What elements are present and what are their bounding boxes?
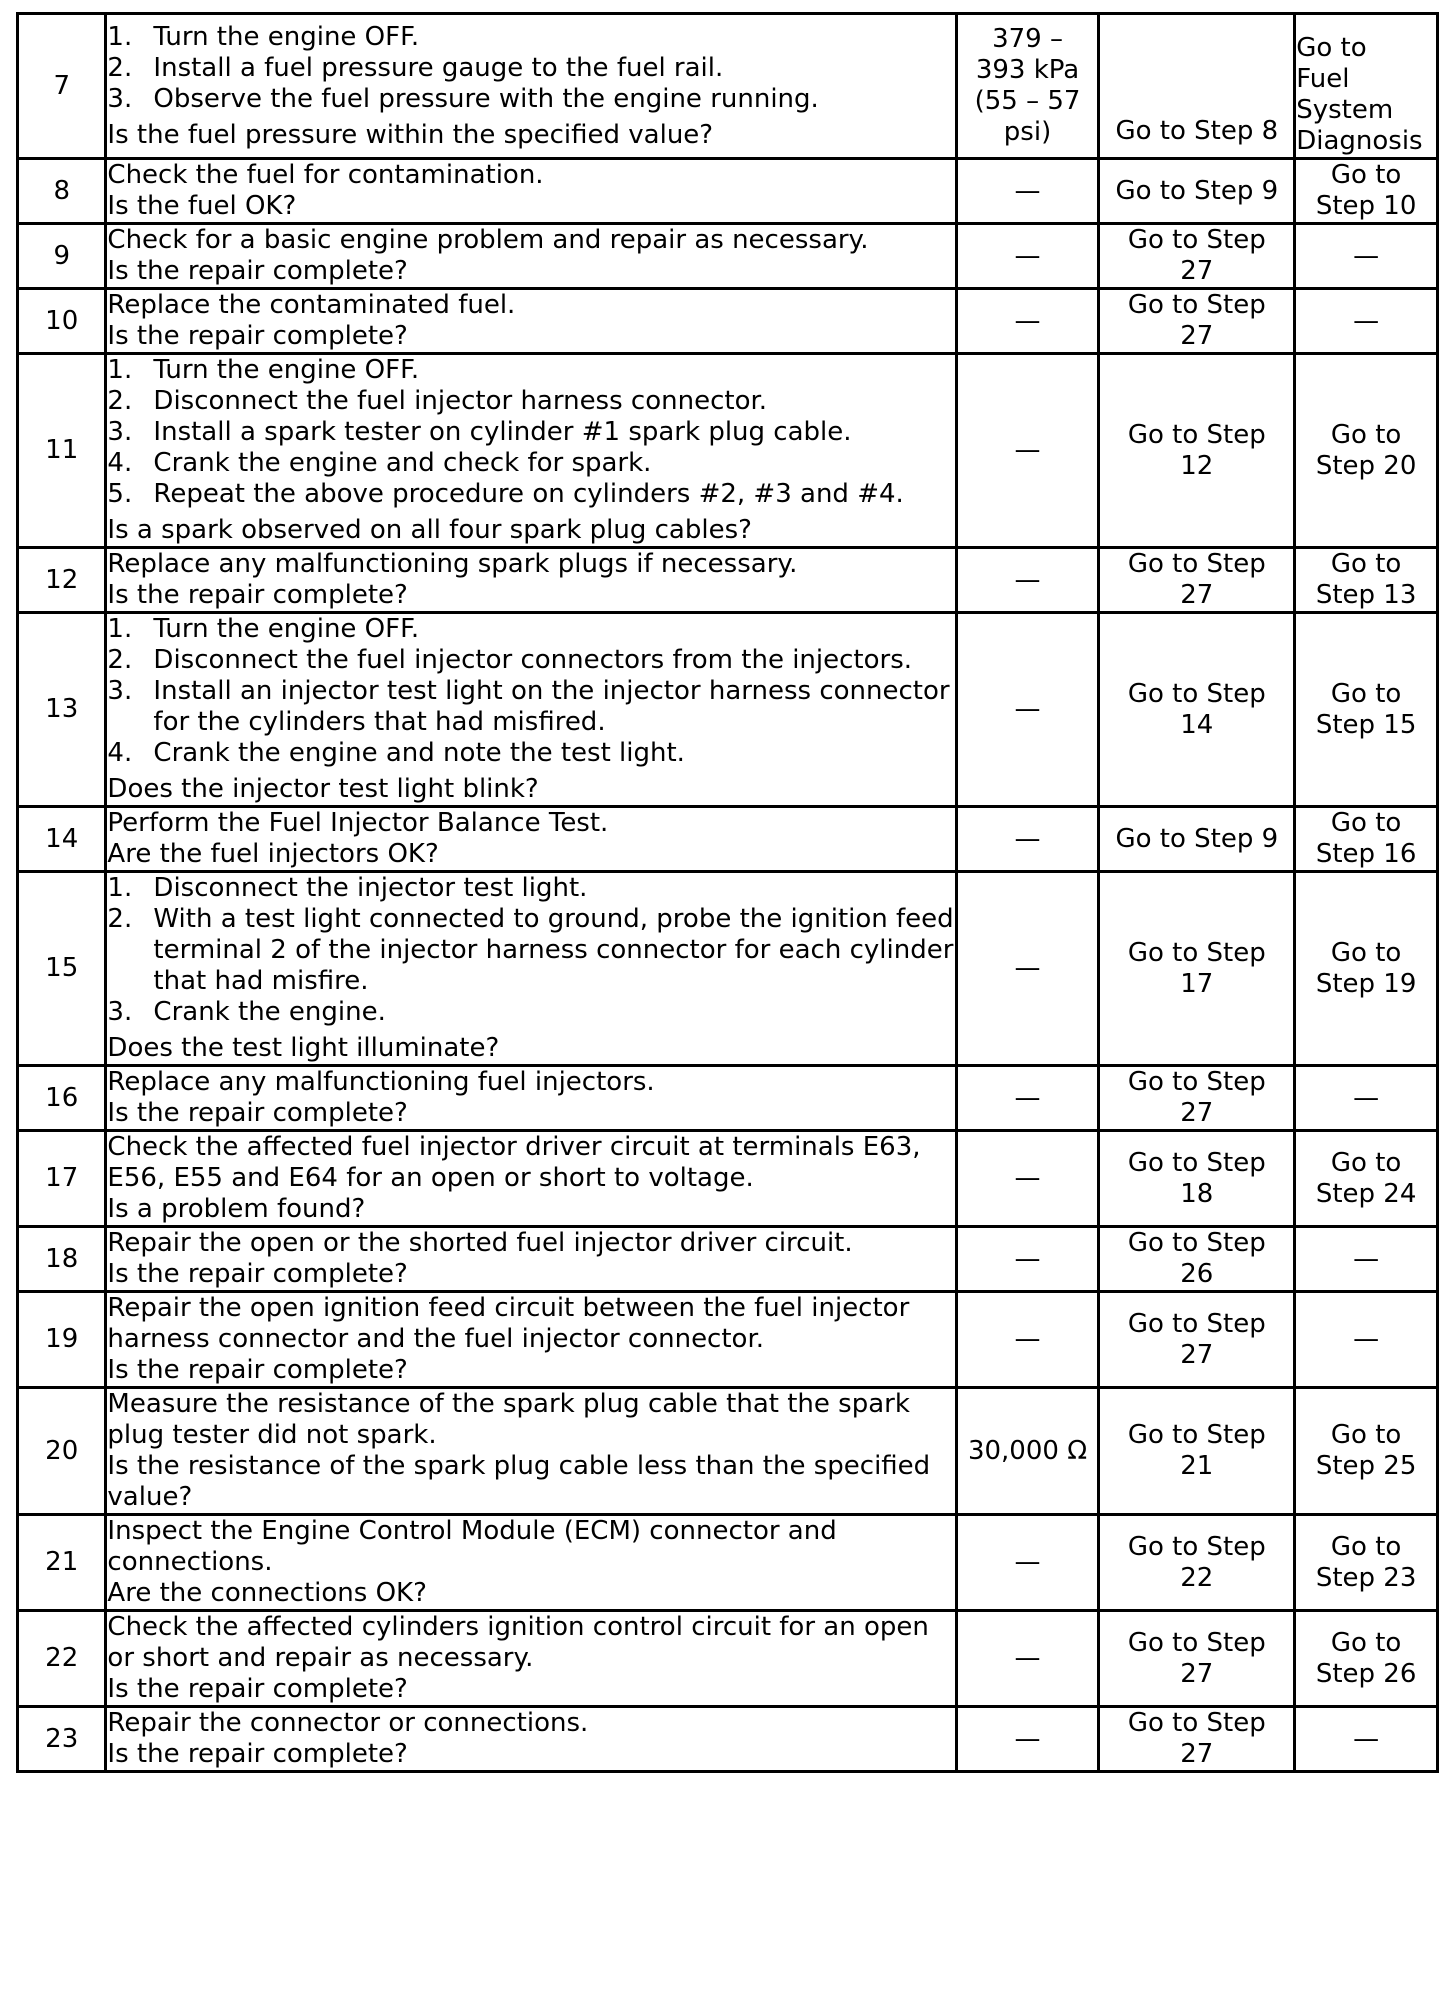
step-number-cell <box>18 224 106 289</box>
action-item-text: Disconnect the injector test light. <box>153 873 588 903</box>
yes-text: 27 <box>1180 1739 1214 1769</box>
no-text: Go to <box>1330 1147 1402 1178</box>
step-number: 8 <box>53 175 70 206</box>
value-text: — <box>1014 1643 1041 1673</box>
step-number: 17 <box>45 1163 79 1193</box>
action-item-text: Turn the engine OFF. <box>153 355 420 385</box>
yes-text: Go to Step <box>1127 1420 1266 1450</box>
yes-cell <box>1099 613 1295 807</box>
no-text: — <box>1353 240 1380 271</box>
table-row <box>18 14 1438 159</box>
action-item-text: Repeat the above procedure on cylinders #2, #3 and #4. <box>153 479 904 509</box>
no-cell <box>1295 807 1438 872</box>
step-number: 19 <box>45 1324 79 1354</box>
yes-text: Go to Step 9 <box>1115 175 1279 206</box>
step-number-cell <box>18 1131 106 1227</box>
value-text: — <box>1014 1547 1041 1577</box>
action-item-text: With a test light connected to ground, probe the ignition feed terminal 2 of the injector harness connector for each cylinder that had misfire. <box>153 904 954 996</box>
no-text: Step 10 <box>1315 191 1417 221</box>
diagnostic-table <box>16 12 1439 1773</box>
value-cell <box>956 1611 1099 1707</box>
value-text: psi) <box>1003 117 1052 147</box>
action-item-number: 1. <box>107 355 133 385</box>
yes-text: Go to Step <box>1127 1067 1266 1097</box>
yes-cell <box>1099 289 1295 354</box>
yes-cell <box>1099 1131 1295 1227</box>
action-cell <box>106 1227 956 1292</box>
yes-text: Go to Step <box>1127 937 1266 968</box>
action-text: Is the resistance of the spark plug cable less than the specified value? <box>107 1451 931 1512</box>
action-text: Is the repair complete? <box>107 321 408 351</box>
yes-cell <box>1099 354 1295 548</box>
no-text: Step 24 <box>1315 1178 1417 1209</box>
step-number: 10 <box>45 305 79 336</box>
step-number-cell <box>18 548 106 613</box>
value-text: — <box>1014 305 1041 336</box>
action-text: Is the repair complete? <box>107 1739 408 1769</box>
value-cell <box>956 1388 1099 1515</box>
yes-text: 27 <box>1180 1098 1214 1128</box>
table-row <box>18 159 1438 224</box>
action-list-item <box>107 448 954 479</box>
no-text: — <box>1353 1243 1380 1274</box>
action-item-text: Disconnect the fuel injector connectors from the injectors. <box>153 645 913 675</box>
value-cell <box>956 807 1099 872</box>
action-list-item <box>107 53 954 84</box>
no-text: Go to <box>1330 1627 1402 1658</box>
step-number-cell <box>18 1066 106 1131</box>
yes-text: 27 <box>1180 256 1214 286</box>
action-text: Is the repair complete? <box>107 1355 408 1385</box>
no-text: System <box>1296 95 1394 125</box>
value-cell <box>956 613 1099 807</box>
value-cell <box>956 1292 1099 1388</box>
action-cell <box>106 872 956 1066</box>
table-row <box>18 1227 1438 1292</box>
yes-cell <box>1099 1388 1295 1515</box>
yes-text: Go to Step 8 <box>1115 116 1279 146</box>
no-cell <box>1295 872 1438 1066</box>
action-item-text: Crank the engine and note the test light. <box>153 738 685 768</box>
no-text: Step 13 <box>1315 580 1417 610</box>
action-text: Repair the open or the shorted fuel injector driver circuit. <box>107 1228 853 1258</box>
action-item-number: 1. <box>107 21 133 52</box>
action-text: Is the repair complete? <box>107 580 408 610</box>
action-text: Perform the Fuel Injector Balance Test. <box>107 808 609 838</box>
action-text: Are the fuel injectors OK? <box>107 839 439 869</box>
action-item-text: Install a fuel pressure gauge to the fuel rail. <box>153 52 724 83</box>
value-text: — <box>1014 1163 1041 1193</box>
yes-text: 27 <box>1180 580 1214 610</box>
no-text: Step 26 <box>1315 1658 1417 1689</box>
no-text: Go to <box>1330 160 1402 190</box>
yes-text: 18 <box>1180 1178 1214 1209</box>
action-text: Check for a basic engine problem and repair as necessary. <box>107 225 869 255</box>
no-cell <box>1295 1515 1438 1611</box>
yes-cell <box>1099 1292 1295 1388</box>
table-row <box>18 289 1438 354</box>
no-text: Go to <box>1330 419 1402 450</box>
no-cell <box>1295 1066 1438 1131</box>
action-cell <box>106 1131 956 1227</box>
action-item-number: 3. <box>107 83 133 114</box>
action-text: Check the affected cylinders ignition control circuit for an open or short and repair as necessary. <box>107 1612 929 1673</box>
yes-text: 26 <box>1180 1259 1214 1289</box>
no-text: Go to <box>1330 1420 1402 1450</box>
no-text: Go to <box>1296 33 1367 63</box>
no-text: Go to <box>1330 549 1402 579</box>
table-row <box>18 1707 1438 1772</box>
action-list-item <box>107 873 954 904</box>
value-text: — <box>1014 240 1041 271</box>
action-text: Check the fuel for contamination. <box>107 160 544 190</box>
step-number: 11 <box>45 435 79 465</box>
step-number-cell <box>18 1707 106 1772</box>
value-text: — <box>1014 1082 1041 1113</box>
table-row <box>18 1611 1438 1707</box>
no-text: — <box>1353 1324 1380 1354</box>
yes-text: Go to Step <box>1127 419 1266 450</box>
action-cell <box>106 1066 956 1131</box>
table-body <box>18 14 1438 1772</box>
action-item-number: 4. <box>107 448 133 478</box>
action-cell <box>106 613 956 807</box>
value-cell <box>956 354 1099 548</box>
action-item-number: 1. <box>107 873 133 903</box>
no-text: Step 23 <box>1315 1562 1417 1593</box>
action-list-item <box>107 417 954 448</box>
yes-text: Go to Step <box>1127 225 1266 255</box>
yes-cell <box>1099 159 1295 224</box>
action-item-number: 2. <box>107 386 133 416</box>
table-row <box>18 224 1438 289</box>
step-number-cell <box>18 613 106 807</box>
action-item-text: Observe the fuel pressure with the engine running. <box>153 83 819 114</box>
yes-cell <box>1099 1227 1295 1292</box>
value-text: 379 – <box>992 24 1063 54</box>
action-text: Replace any malfunctioning fuel injectors. <box>107 1067 655 1097</box>
action-item-number: 2. <box>107 52 133 83</box>
value-text: — <box>1014 1243 1041 1274</box>
table-row <box>18 1292 1438 1388</box>
value-text: (55 – 57 <box>974 86 1081 116</box>
no-text: — <box>1353 1723 1380 1754</box>
action-item-text: Crank the engine and check for spark. <box>153 448 652 478</box>
value-cell <box>956 1707 1099 1772</box>
value-text: — <box>1014 1324 1041 1354</box>
no-text: Go to <box>1330 937 1402 968</box>
action-cell <box>106 1707 956 1772</box>
action-text: Is a problem found? <box>107 1194 366 1224</box>
no-text: — <box>1353 1082 1380 1113</box>
yes-text: Go to Step <box>1127 678 1266 709</box>
table-row <box>18 1515 1438 1611</box>
action-cell <box>106 354 956 548</box>
step-number: 14 <box>45 823 79 854</box>
no-text: Step 20 <box>1315 450 1417 481</box>
step-number-cell <box>18 14 106 159</box>
yes-text: 27 <box>1180 1339 1214 1370</box>
action-list-item <box>107 614 954 645</box>
table-row <box>18 1066 1438 1131</box>
action-text: Does the injector test light blink? <box>107 774 539 804</box>
step-number-cell <box>18 807 106 872</box>
no-text: — <box>1353 305 1380 336</box>
action-list-item <box>107 676 954 738</box>
table-row <box>18 613 1438 807</box>
step-number-cell <box>18 1611 106 1707</box>
action-item-number: 3. <box>107 997 133 1027</box>
no-text: Go to <box>1330 1531 1402 1562</box>
value-cell <box>956 1515 1099 1611</box>
yes-text: Go to Step <box>1127 1147 1266 1178</box>
yes-cell <box>1099 1611 1295 1707</box>
value-cell <box>956 548 1099 613</box>
action-text: Are the connections OK? <box>107 1578 427 1608</box>
value-text: — <box>1014 564 1041 595</box>
action-text: Is the fuel OK? <box>107 191 297 221</box>
value-text: 393 kPa <box>975 55 1080 85</box>
action-list-item <box>107 645 954 676</box>
action-cell <box>106 1388 956 1515</box>
action-text: Does the test light illuminate? <box>107 1033 500 1063</box>
action-text: Repair the open ignition feed circuit between the fuel injector harness connector and the fuel injector connector. <box>107 1293 910 1354</box>
action-text: Is the repair complete? <box>107 1674 408 1704</box>
yes-text: Go to Step <box>1127 290 1266 320</box>
action-cell <box>106 807 956 872</box>
yes-text: 12 <box>1180 450 1214 481</box>
no-text: Step 15 <box>1315 709 1417 740</box>
value-text: — <box>1014 175 1041 206</box>
no-text: Step 25 <box>1315 1451 1417 1481</box>
step-number: 20 <box>45 1435 79 1466</box>
yes-text: 14 <box>1180 709 1214 740</box>
no-cell <box>1295 1227 1438 1292</box>
value-cell <box>956 14 1099 159</box>
no-text: Step 16 <box>1315 839 1417 869</box>
step-number-cell <box>18 159 106 224</box>
yes-text: 27 <box>1180 321 1214 351</box>
action-item-number: 1. <box>107 614 133 644</box>
action-list-item <box>107 386 954 417</box>
step-number: 16 <box>45 1082 79 1113</box>
action-item-number: 3. <box>107 676 133 706</box>
value-cell <box>956 224 1099 289</box>
no-cell <box>1295 1707 1438 1772</box>
action-text: Is the fuel pressure within the specified value? <box>107 119 714 150</box>
step-number-cell <box>18 1292 106 1388</box>
action-text: Is the repair complete? <box>107 1259 408 1289</box>
value-text: — <box>1014 953 1041 983</box>
step-number: 18 <box>45 1243 79 1274</box>
no-text: Fuel <box>1296 64 1350 94</box>
action-item-text: Crank the engine. <box>153 997 386 1027</box>
yes-cell <box>1099 807 1295 872</box>
action-text: Replace the contaminated fuel. <box>107 290 516 320</box>
no-text: Go to <box>1330 678 1402 709</box>
table-row <box>18 807 1438 872</box>
action-list-item <box>107 355 954 386</box>
action-list-item <box>107 997 954 1028</box>
action-item-number: 2. <box>107 904 133 934</box>
action-cell <box>106 224 956 289</box>
action-list-item <box>107 738 954 769</box>
value-text: — <box>1014 823 1041 854</box>
no-text: Go to <box>1330 808 1402 838</box>
step-number: 15 <box>45 953 79 983</box>
step-number: 22 <box>45 1643 79 1673</box>
no-cell <box>1295 289 1438 354</box>
action-item-text: Install a spark tester on cylinder #1 spark plug cable. <box>153 417 852 447</box>
yes-text: 22 <box>1180 1562 1214 1593</box>
yes-cell <box>1099 1707 1295 1772</box>
action-cell <box>106 1611 956 1707</box>
action-item-number: 3. <box>107 417 133 447</box>
step-number-cell <box>18 289 106 354</box>
table-row <box>18 1388 1438 1515</box>
value-text: — <box>1014 694 1041 724</box>
no-cell <box>1295 14 1438 159</box>
yes-cell <box>1099 1066 1295 1131</box>
yes-text: Go to Step <box>1127 1708 1266 1738</box>
step-number-cell <box>18 1227 106 1292</box>
yes-text: Go to Step <box>1127 1308 1266 1339</box>
no-text: Step 19 <box>1315 968 1417 999</box>
yes-cell <box>1099 548 1295 613</box>
no-cell <box>1295 1131 1438 1227</box>
value-cell <box>956 159 1099 224</box>
action-item-number: 5. <box>107 479 133 509</box>
yes-text: 21 <box>1180 1451 1214 1481</box>
step-number: 7 <box>53 70 70 101</box>
action-item-text: Turn the engine OFF. <box>153 21 420 52</box>
no-cell <box>1295 159 1438 224</box>
action-text: Inspect the Engine Control Module (ECM) connector and connections. <box>107 1516 837 1577</box>
action-text: Replace any malfunctioning spark plugs if necessary. <box>107 549 798 579</box>
action-cell <box>106 548 956 613</box>
no-cell <box>1295 613 1438 807</box>
step-number-cell <box>18 1388 106 1515</box>
yes-text: Go to Step 9 <box>1115 823 1279 854</box>
action-cell <box>106 1292 956 1388</box>
action-cell <box>106 159 956 224</box>
step-number: 13 <box>45 694 79 724</box>
no-cell <box>1295 224 1438 289</box>
yes-text: Go to Step <box>1127 1627 1266 1658</box>
step-number: 21 <box>45 1547 79 1577</box>
yes-cell <box>1099 872 1295 1066</box>
step-number-cell <box>18 354 106 548</box>
action-list-item <box>107 84 954 115</box>
yes-text: 27 <box>1180 1658 1214 1689</box>
no-cell <box>1295 1611 1438 1707</box>
yes-text: 17 <box>1180 968 1214 999</box>
action-item-text: Turn the engine OFF. <box>153 614 420 644</box>
action-text: Is the repair complete? <box>107 1098 408 1128</box>
step-number-cell <box>18 872 106 1066</box>
action-text: Is a spark observed on all four spark plug cables? <box>107 515 752 545</box>
action-cell <box>106 14 956 159</box>
action-list-item <box>107 479 954 510</box>
value-cell <box>956 1066 1099 1131</box>
value-text: 30,000 Ω <box>967 1435 1088 1466</box>
no-cell <box>1295 1388 1438 1515</box>
action-cell <box>106 289 956 354</box>
action-list-item <box>107 904 954 997</box>
yes-cell <box>1099 14 1295 159</box>
yes-cell <box>1099 1515 1295 1611</box>
action-text: Repair the connector or connections. <box>107 1708 589 1738</box>
action-item-number: 2. <box>107 645 133 675</box>
value-cell <box>956 289 1099 354</box>
yes-cell <box>1099 224 1295 289</box>
step-number-cell <box>18 1515 106 1611</box>
action-item-text: Disconnect the fuel injector harness connector. <box>153 386 768 416</box>
value-cell <box>956 872 1099 1066</box>
no-cell <box>1295 354 1438 548</box>
value-cell <box>956 1131 1099 1227</box>
action-cell <box>106 1515 956 1611</box>
table-row <box>18 548 1438 613</box>
table-row <box>18 354 1438 548</box>
action-text: Check the affected fuel injector driver circuit at terminals E63, E56, E55 and E64 for an open or short to voltage. <box>107 1132 921 1193</box>
value-text: — <box>1014 435 1041 465</box>
step-number: 23 <box>45 1723 79 1754</box>
table-row <box>18 1131 1438 1227</box>
action-text: Is the repair complete? <box>107 256 408 286</box>
yes-text: Go to Step <box>1127 1531 1266 1562</box>
no-cell <box>1295 1292 1438 1388</box>
action-item-number: 4. <box>107 738 133 768</box>
table-row <box>18 872 1438 1066</box>
no-text: Diagnosis <box>1296 126 1423 156</box>
yes-text: Go to Step <box>1127 1228 1266 1258</box>
yes-text: Go to Step <box>1127 549 1266 579</box>
action-text: Measure the resistance of the spark plug cable that the spark plug tester did not spark. <box>107 1389 910 1450</box>
step-number: 12 <box>45 564 79 595</box>
action-item-text: Install an injector test light on the injector harness connector for the cylinders that had misfired. <box>153 676 950 737</box>
no-cell <box>1295 548 1438 613</box>
action-list-item <box>107 22 954 53</box>
value-cell <box>956 1227 1099 1292</box>
step-number: 9 <box>53 240 70 271</box>
value-text: — <box>1014 1723 1041 1754</box>
